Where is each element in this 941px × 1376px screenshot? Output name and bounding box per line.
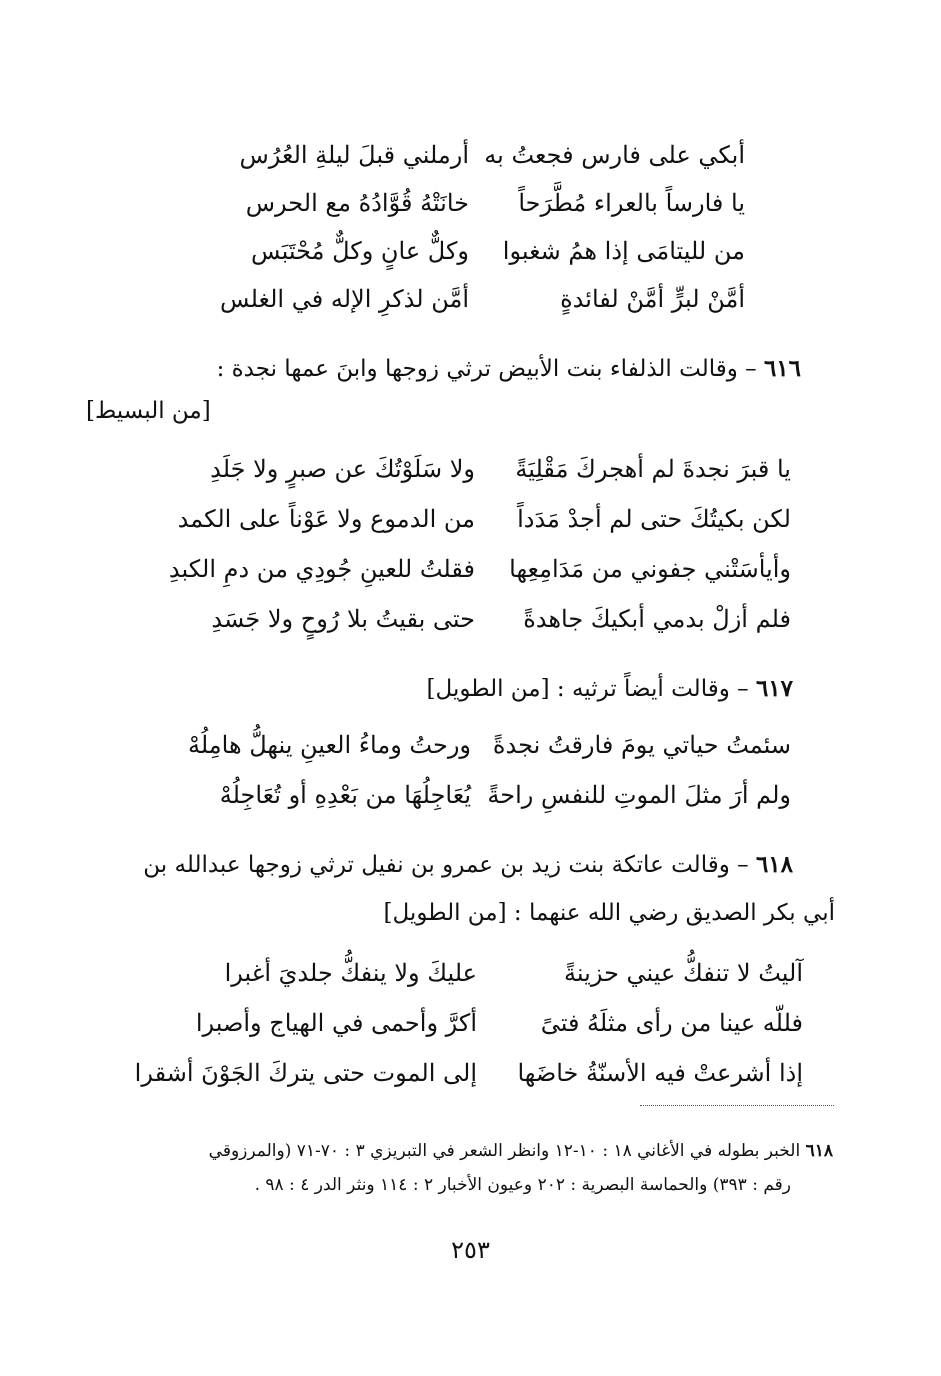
verse-2-1-second: ولا سَلَوْتُكَ عن صبرٍ ولا جَلَدِ [210,455,475,483]
verse-2-2-second: من الدموع ولا عَوْناً على الكمد [177,505,475,533]
entry-618-text: – وقالت عاتكة بنت زيد بن عمرو بن نفيل ترثي زوجها عبدالله بن [143,852,749,878]
entry-617-number: ٦١٧ [755,675,793,702]
entry-617-text: – وقالت أيضاً ترثيه : [من الطويل] [426,676,749,702]
verse-4-1-second: عليكَ ولا ينفكُّ جلديَ أغبرا [224,959,477,987]
verse-1-3-first: من لليتامَى إذا همُ شغبوا [502,237,745,265]
verse-1-2-second: خانَتْهُ قُوَّادُهُ مع الحرس [245,189,469,217]
entry-616-text: – وقالت الذلفاء بنت الأبيض ترثي زوجها وابنَ عمها نجدة : [216,356,757,382]
verse-4-2-first: فللّه عينا من رأى مثلَهُ فتىً [540,1009,803,1037]
verse-2-3-first: وأيأسَتْني جفوني من مَدَامِعِها [509,555,791,583]
verse-2-3-second: فقلتُ للعينِ جُودِي من دمِ الكبدِ [168,555,475,583]
entry-616-intro [217,352,801,386]
verse-3-2-second: يُعَاجِلُهَا من بَعْدِهِ أو تُعَاجِلُهْ [219,781,471,809]
verse-2-1-first: يا قبرَ نجدةَ لم أهجركَ مَقْلِيَةً [515,455,791,483]
footnote-number: ٦١٨ [805,1141,833,1161]
verse-1-1-second: أرملني قبلَ ليلةِ العُرُس [239,141,469,169]
verse-2-4-second: حتى بقيتُ بلا رُوحٍ ولا جَسَدِ [211,605,475,633]
verse-1-3-second: وكلٌّ عانٍ وكلٌّ مُحْتَبَس [251,237,469,265]
footnote-text-1: الخبر بطوله في الأغاني ١٨ : ١٠-١٢ وانظر الشعر في التبريزي ٣ : ٧٠-٧١ (والمرزوقي [208,1141,801,1161]
entry-616-number: ٦١٦ [763,355,801,382]
entry-618-line-2: أبي بكر الصديق رضي الله عنهما : [من الطويل] [383,900,835,926]
verse-2-2-first: لكن بكيتُكَ حتى لم أجدْ مَدَداً [517,505,791,533]
verse-2-4-first: فلم أزلْ بدمي أبكيكَ جاهدةً [523,605,791,633]
verse-4-1-first: آليتُ لا تنفكُّ عيني حزينةً [564,959,803,987]
verse-1-4-second: أمَّن لذكرِ الإله في الغلس [220,285,469,313]
entry-618-number: ٦١٨ [755,851,793,878]
footnote-line-2: رقم : ٣٩٣) والحماسة البصرية : ٢٠٢ وعيون الأخبار ٢ : ١١٤ ونثر الدر ٤ : ٩٨ . [254,1175,791,1195]
verse-4-2-second: أكرَّ وأحمى في الهياج وأصبرا [195,1009,477,1037]
verse-1-2-first: يا فارساً بالعراء مُطَّرَحاً [518,189,745,217]
verse-4-3-first: إذا أشرعتْ فيه الأسنّةُ خاضَها [517,1059,803,1087]
entry-618-intro [143,848,793,882]
verse-1-1-first: أبكي على فارس فجعتُ به [484,141,745,169]
verse-3-1-second: ورحتُ وماءُ العينِ ينهلُّ هامِلُهْ [187,731,471,759]
entry-617-intro [427,672,793,706]
verse-1-4-first: أمَّنْ لبرٍّ أمَّنْ لفائدةٍ [560,285,745,313]
verse-3-2-first: ولم أرَ مثلَ الموتِ للنفسِ راحةً [487,781,791,809]
verse-4-3-second: إلى الموت حتى يتركَ الجَوْنَ أشقرا [134,1059,477,1087]
verse-3-1-first: سئمتُ حياتي يومَ فارقتُ نجدةً [492,731,791,759]
page-number: ٢٥٣ [451,1236,490,1264]
footnote-line-1 [209,1138,833,1164]
footnote-separator [640,1105,834,1106]
entry-616-meter: [من البسيط] [86,398,211,424]
